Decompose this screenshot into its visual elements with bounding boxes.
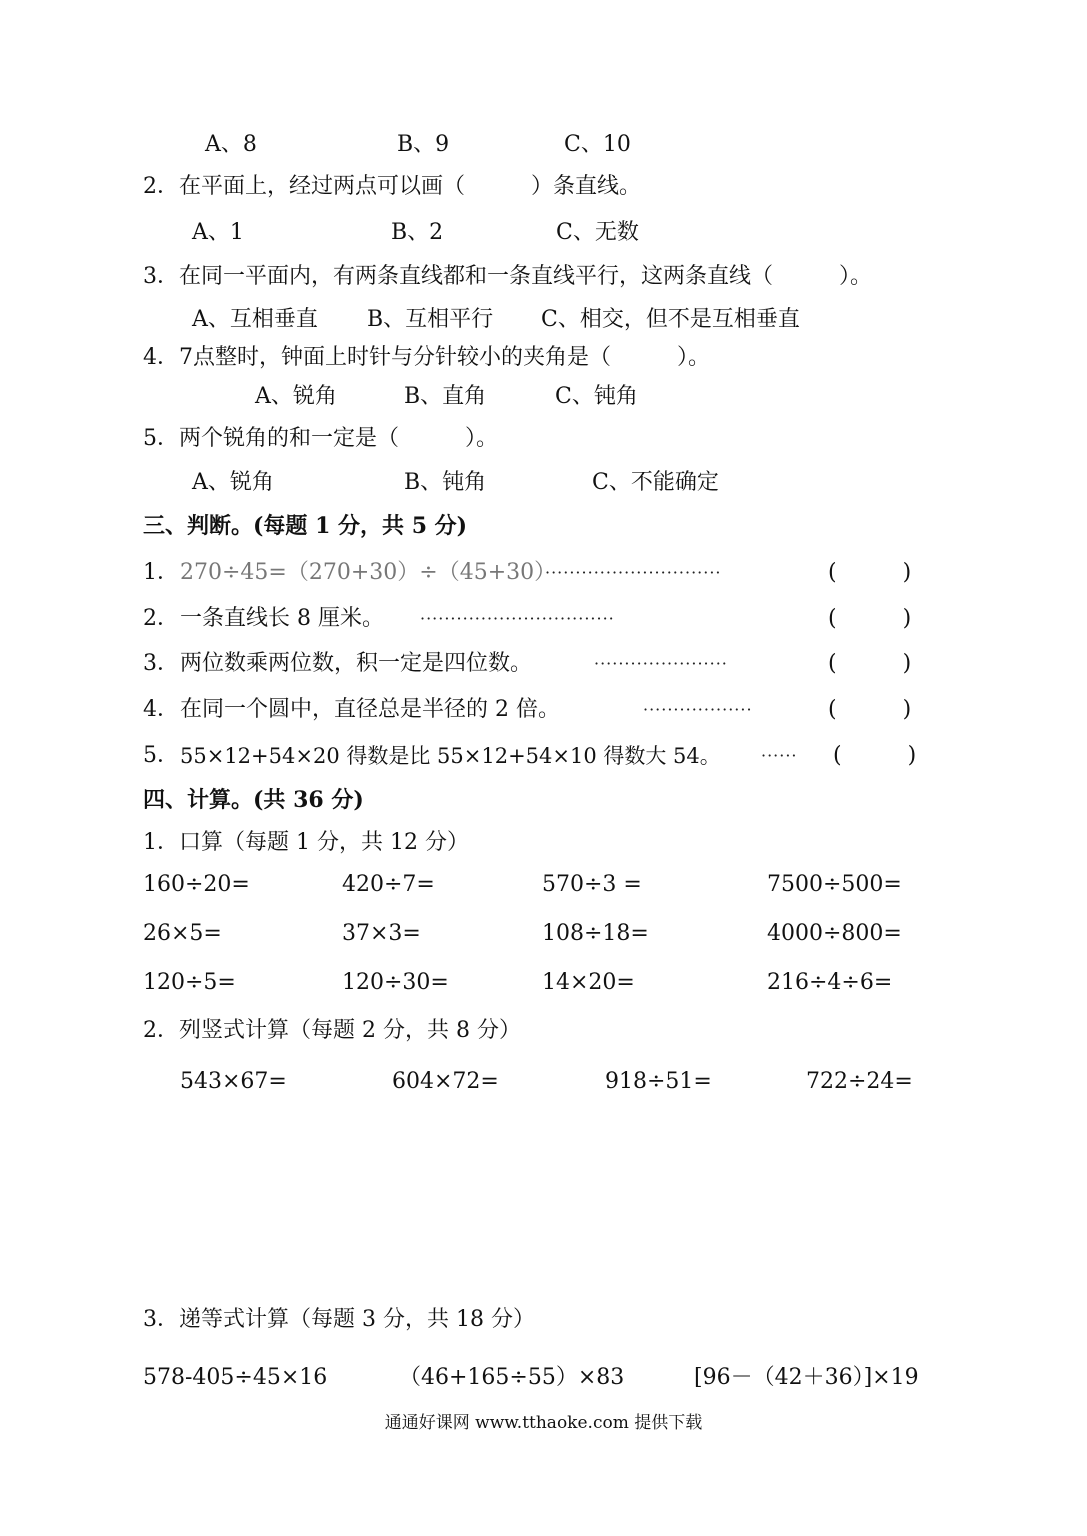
tf2-text: 一条直线长 8 厘米。 bbox=[180, 606, 384, 631]
tf3-text: 两位数乘两位数，积一定是四位数。 bbox=[180, 651, 533, 676]
vertical-calc-title: 2．列竖式计算（每题 2 分，共 8 分） bbox=[143, 1018, 521, 1043]
tf5-text: 55×12+54×20 得数是比 55×12+54×10 得数大 54。 bbox=[180, 744, 721, 768]
vertical-item-1: 543×67= bbox=[180, 1069, 287, 1094]
q5-option-c: C、不能确定 bbox=[592, 470, 719, 495]
q5-option-b: B、钝角 bbox=[404, 470, 487, 495]
q3-stem: 3．在同一平面内，有两条直线都和一条直线平行，这两条直线（ ）。 bbox=[143, 264, 872, 289]
q1-option-a: A、8 bbox=[205, 132, 257, 157]
q4-option-c: C、钝角 bbox=[555, 384, 638, 409]
oral-calc-title: 1．口算（每题 1 分，共 12 分） bbox=[143, 830, 469, 855]
oral-r1-c2: 420÷7= bbox=[342, 872, 435, 897]
tf5-answer-blank[interactable]: ( ) bbox=[833, 743, 917, 768]
tf1-dots: ····························· bbox=[545, 563, 722, 582]
tf1-number: 1． bbox=[143, 560, 179, 585]
tf4-text: 在同一个圆中，直径总是半径的 2 倍。 bbox=[180, 697, 560, 722]
oral-r3-c2: 120÷30= bbox=[342, 970, 449, 995]
oral-r2-c4: 4000÷800= bbox=[767, 921, 902, 946]
q2-stem: 2．在平面上，经过两点可以画（ ）条直线。 bbox=[143, 174, 641, 199]
q4-option-a: A、锐角 bbox=[255, 384, 337, 409]
q3-option-c: C、相交，但不是互相垂直 bbox=[541, 307, 800, 332]
section4-title: 四、计算。(共 36 分) bbox=[143, 787, 364, 813]
tf4-number: 4． bbox=[143, 697, 179, 722]
oral-r3-c3: 14×20= bbox=[542, 970, 635, 995]
oral-r3-c1: 120÷5= bbox=[143, 970, 236, 995]
tf2-dots: ································ bbox=[420, 609, 615, 628]
tf4-answer-blank[interactable]: ( ) bbox=[828, 697, 912, 722]
tf5-dots: ······ bbox=[761, 746, 798, 765]
section3-title: 三、判断。(每题 1 分，共 5 分) bbox=[143, 513, 468, 539]
oral-r1-c4: 7500÷500= bbox=[767, 872, 902, 897]
tf2-answer-blank[interactable]: ( ) bbox=[828, 606, 912, 631]
tf2-number: 2． bbox=[143, 606, 179, 631]
tf5-number: 5． bbox=[143, 743, 179, 768]
oral-r1-c1: 160÷20= bbox=[143, 872, 250, 897]
q4-stem: 4．7点整时，钟面上时针与分针较小的夹角是（ ）。 bbox=[143, 345, 710, 370]
tf3-number: 3． bbox=[143, 651, 179, 676]
q5-stem: 5．两个锐角的和一定是（ ）。 bbox=[143, 426, 498, 451]
q2-option-a: A、1 bbox=[192, 220, 244, 245]
q2-option-c: C、无数 bbox=[556, 220, 639, 245]
oral-r2-c1: 26×5= bbox=[143, 921, 222, 946]
step-item-2: （46+165÷55）×83 bbox=[399, 1365, 625, 1390]
oral-r2-c2: 37×3= bbox=[342, 921, 421, 946]
vertical-item-2: 604×72= bbox=[392, 1069, 499, 1094]
q1-option-c: C、10 bbox=[564, 132, 631, 157]
q3-option-b: B、互相平行 bbox=[367, 307, 494, 332]
tf3-dots: ······················ bbox=[594, 654, 728, 673]
tf1-text: 270÷45=（270+30）÷（45+30） bbox=[180, 560, 557, 585]
vertical-item-3: 918÷51= bbox=[605, 1069, 712, 1094]
q3-option-a: A、互相垂直 bbox=[192, 307, 318, 332]
q5-option-a: A、锐角 bbox=[192, 470, 274, 495]
vertical-item-4: 722÷24= bbox=[806, 1069, 913, 1094]
oral-r2-c3: 108÷18= bbox=[542, 921, 649, 946]
oral-r3-c4: 216÷4÷6= bbox=[767, 970, 893, 995]
step-calc-title: 3．递等式计算（每题 3 分，共 18 分） bbox=[143, 1307, 535, 1332]
step-item-3: [96－（42＋36）]×19 bbox=[694, 1365, 919, 1390]
q1-option-b: B、9 bbox=[397, 132, 450, 157]
tf1-answer-blank[interactable]: ( ) bbox=[828, 560, 912, 585]
oral-r1-c3: 570÷3 = bbox=[542, 872, 642, 897]
step-item-1: 578-405÷45×16 bbox=[143, 1365, 328, 1390]
tf4-dots: ·················· bbox=[643, 700, 753, 719]
tf3-answer-blank[interactable]: ( ) bbox=[828, 651, 912, 676]
q4-option-b: B、直角 bbox=[404, 384, 487, 409]
q2-option-b: B、2 bbox=[391, 220, 444, 245]
footer-credit: 通通好课网 www.tthaoke.com 提供下载 bbox=[384, 1413, 703, 1433]
